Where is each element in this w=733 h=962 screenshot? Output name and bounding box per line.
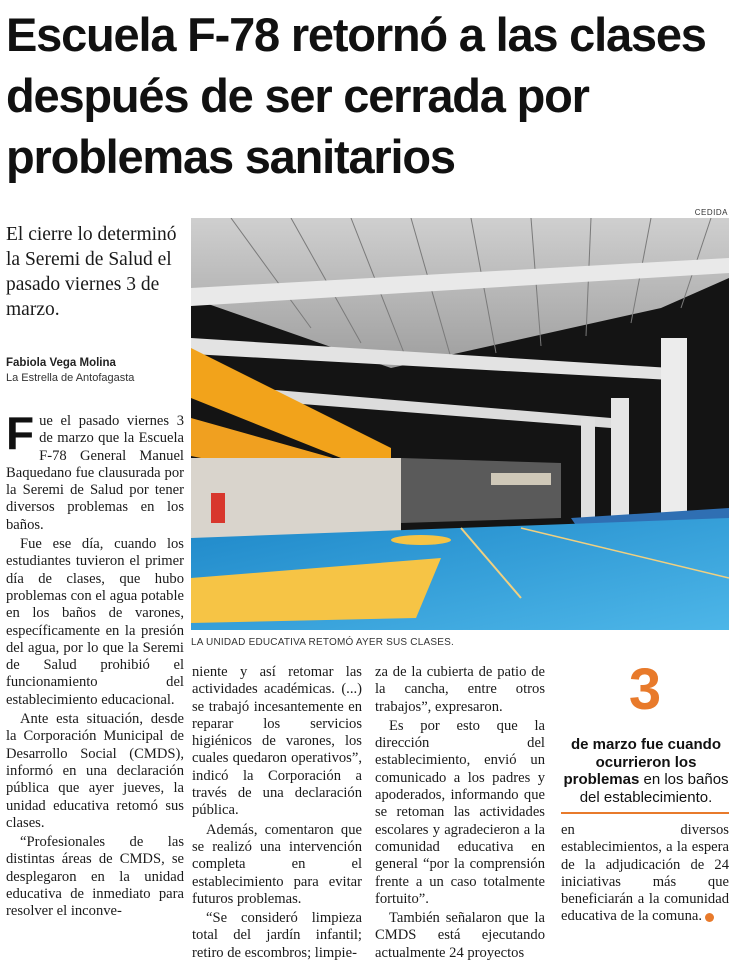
- paragraph-9: Es por esto que la dirección del establecimiento, envió un comunicado a los padres y apoderados, informando que se retoman las actividades escolares y agradecieron a la comunidad educativa en general “por la comprensión frente a un caso totalmente fortuito”.: [375, 717, 545, 907]
- paragraph-6: Además, comentaron que se realizó una intervención completa en el establecimiento para evitar futuros problemas.: [192, 821, 362, 907]
- paragraph-8: za de la cubierta de patio de la cancha, entre otros trabajos”, expresaron.: [375, 664, 545, 715]
- outlet-name: La Estrella de Antofagasta: [6, 372, 135, 384]
- end-of-article-icon: [705, 913, 714, 922]
- photo-caption: LA UNIDAD EDUCATIVA RETOMÓ AYER SUS CLASES.: [191, 637, 454, 648]
- paragraph-4: “Profesionales de las distintas áreas de CMDS, se desplegaron en la unidad educativa de inmediato para resolver el inconve-: [6, 834, 184, 920]
- stat-divider: [561, 812, 729, 814]
- stat-number: 3: [628, 657, 662, 722]
- photo-credit: CEDIDA: [694, 208, 728, 217]
- deck: El cierre lo determinó la Seremi de Salud el pasado viernes 3 de marzo.: [6, 224, 177, 320]
- paragraph-10: También señalaron que la CMDS está ejecutando actualmente 24 proyectos: [375, 910, 545, 961]
- article-photo: [191, 218, 729, 630]
- paragraph-11: en diversos establecimientos, a la espera de la adjudicación de 24 iniciativas más que beneficiarán a la comunidad educativa de la comuna.: [561, 822, 729, 925]
- paragraph-3: Ante esta situación, desde la Corporación Municipal de Desarrollo Social (CMDS), informó en una declaración pública que ayer jueves, la unidad educativa retomó sus clases.: [6, 711, 184, 831]
- headline: Escuela F-78 retornó a las clases después de ser cerrada por problemas sanitarios: [6, 8, 706, 183]
- paragraph-1: Fue el pasado viernes 3 de marzo que la Escuela F-78 General Manuel Baquedano fue clausurada por la Seremi de Salud por tener diversos problemas en los baños.: [6, 407, 184, 533]
- stat-text: de marzo fue cuando ocurrieron los problemas en los baños del establecimiento.: [563, 736, 729, 806]
- author-name: Fabiola Vega Molina: [6, 357, 116, 369]
- body-column-1: [6, 407, 184, 921]
- body-column-2: [192, 664, 362, 962]
- body-column-4: [561, 822, 729, 926]
- dropcap: F: [6, 407, 35, 459]
- body-column-3: [375, 664, 545, 962]
- paragraph-2: Fue ese día, cuando los estudiantes tuvieron el primer día de clases, que hubo problemas con el agua potable en los baños de varones, específicamente en la presión del agua, por lo que la Seremi de Salud prohibió el funcionamiento del establecimiento educacional.: [6, 536, 184, 708]
- paragraph-7: “Se consideró limpieza total del jardín infantil; retiro de escombros; limpie-: [192, 910, 362, 961]
- paragraph-5: niente y así retomar las actividades académicas. (...) se trabajó incesantemente en reparar los servicios higiénicos de varones, los cuales quedaron operativos”, indicó la Corporación a través de una declaración pública.: [192, 664, 362, 819]
